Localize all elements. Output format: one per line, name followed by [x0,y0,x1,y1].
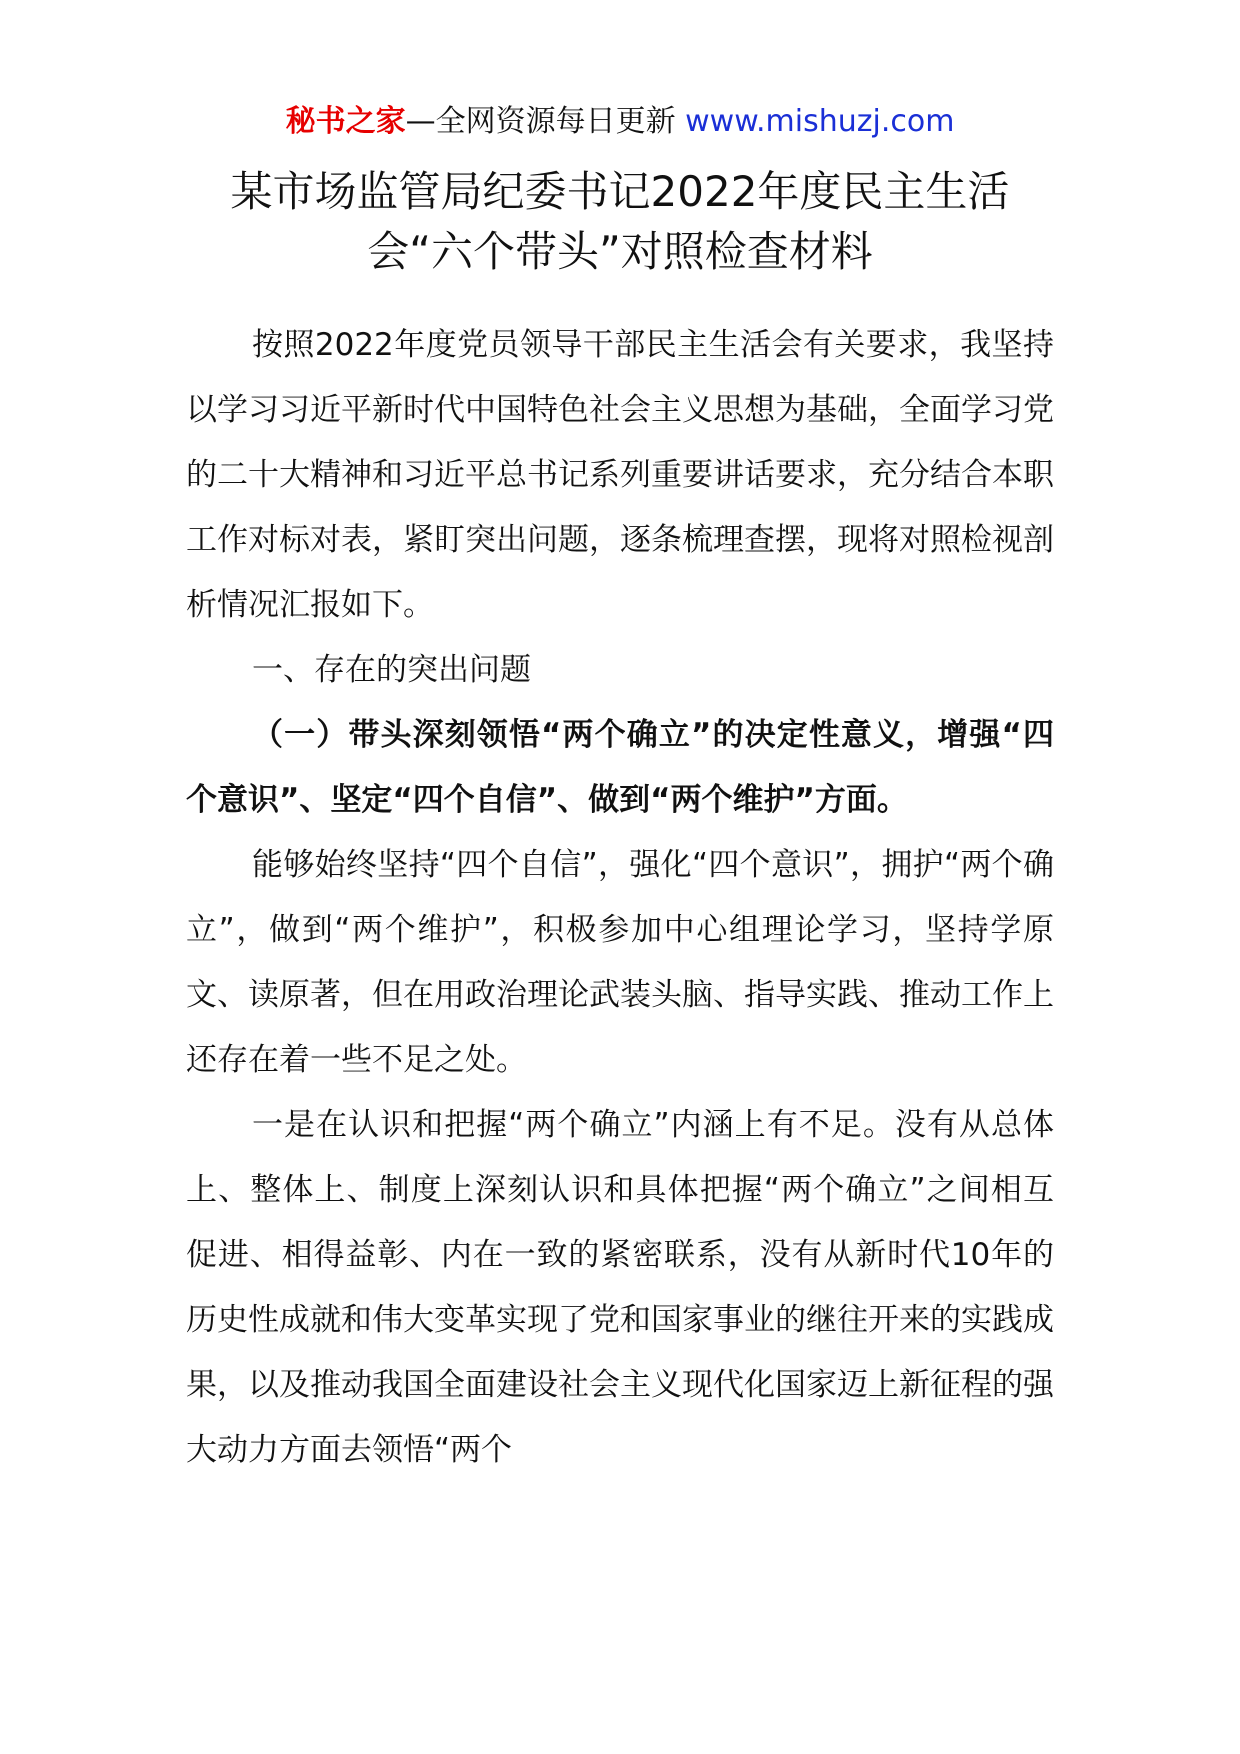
intro-paragraph: 按照2022年度党员领导干部民主生活会有关要求，我坚持以学习习近平新时代中国特色社会主义思想为基础，全面学习党的二十大精神和习近平总书记系列重要讲话要求，充分结合本职工作对标对表，紧盯突出问题，逐条梳理查摆，现将对照检视剖析情况汇报如下。 [186,327,1054,623]
section-heading: 一、存在的突出问题 [252,652,531,688]
body-paragraph: 一是在认识和把握“两个确立”内涵上有不足。没有从总体上、整体上、制度上深刻认识和具体把握“两个确立”之间相互促进、相得益彰、内在一致的紧密联系，没有从新时代10年的历史性成就和伟大变革实现了党和国家事业的继往开来的实践成果，以及推动我国全面建设社会主义现代化国家迈上新征程的强大动力方面去领悟“两个 [186,1107,1054,1468]
brand-tagline: —全网资源每日更新 [405,104,676,139]
document-title [150,162,1090,282]
brand-name: 秘书之家 [285,104,406,139]
brand-url-link[interactable]: www.mishuzj.com [685,104,955,139]
title-line-2: 会“六个带头”对照检查材料 [367,227,873,276]
document-body [186,313,1054,1483]
title-line-1: 某市场监管局纪委书记2022年度民主生活 [230,167,1010,216]
watermark-header [0,102,1240,142]
body-paragraph: 能够始终坚持“四个自信”，强化“四个意识”，拥护“两个确立”，做到“两个维护”，积极参加中心组理论学习，坚持学原文、读原著，但在用政治理论武装头脑、指导实践、推动工作上还存在着一些不足之处。 [186,847,1054,1078]
subsection-heading: （一）带头深刻领悟“两个确立”的决定性意义，增强“四个意识”、坚定“四个自信”、做到“两个维护”方面。 [186,717,1054,818]
